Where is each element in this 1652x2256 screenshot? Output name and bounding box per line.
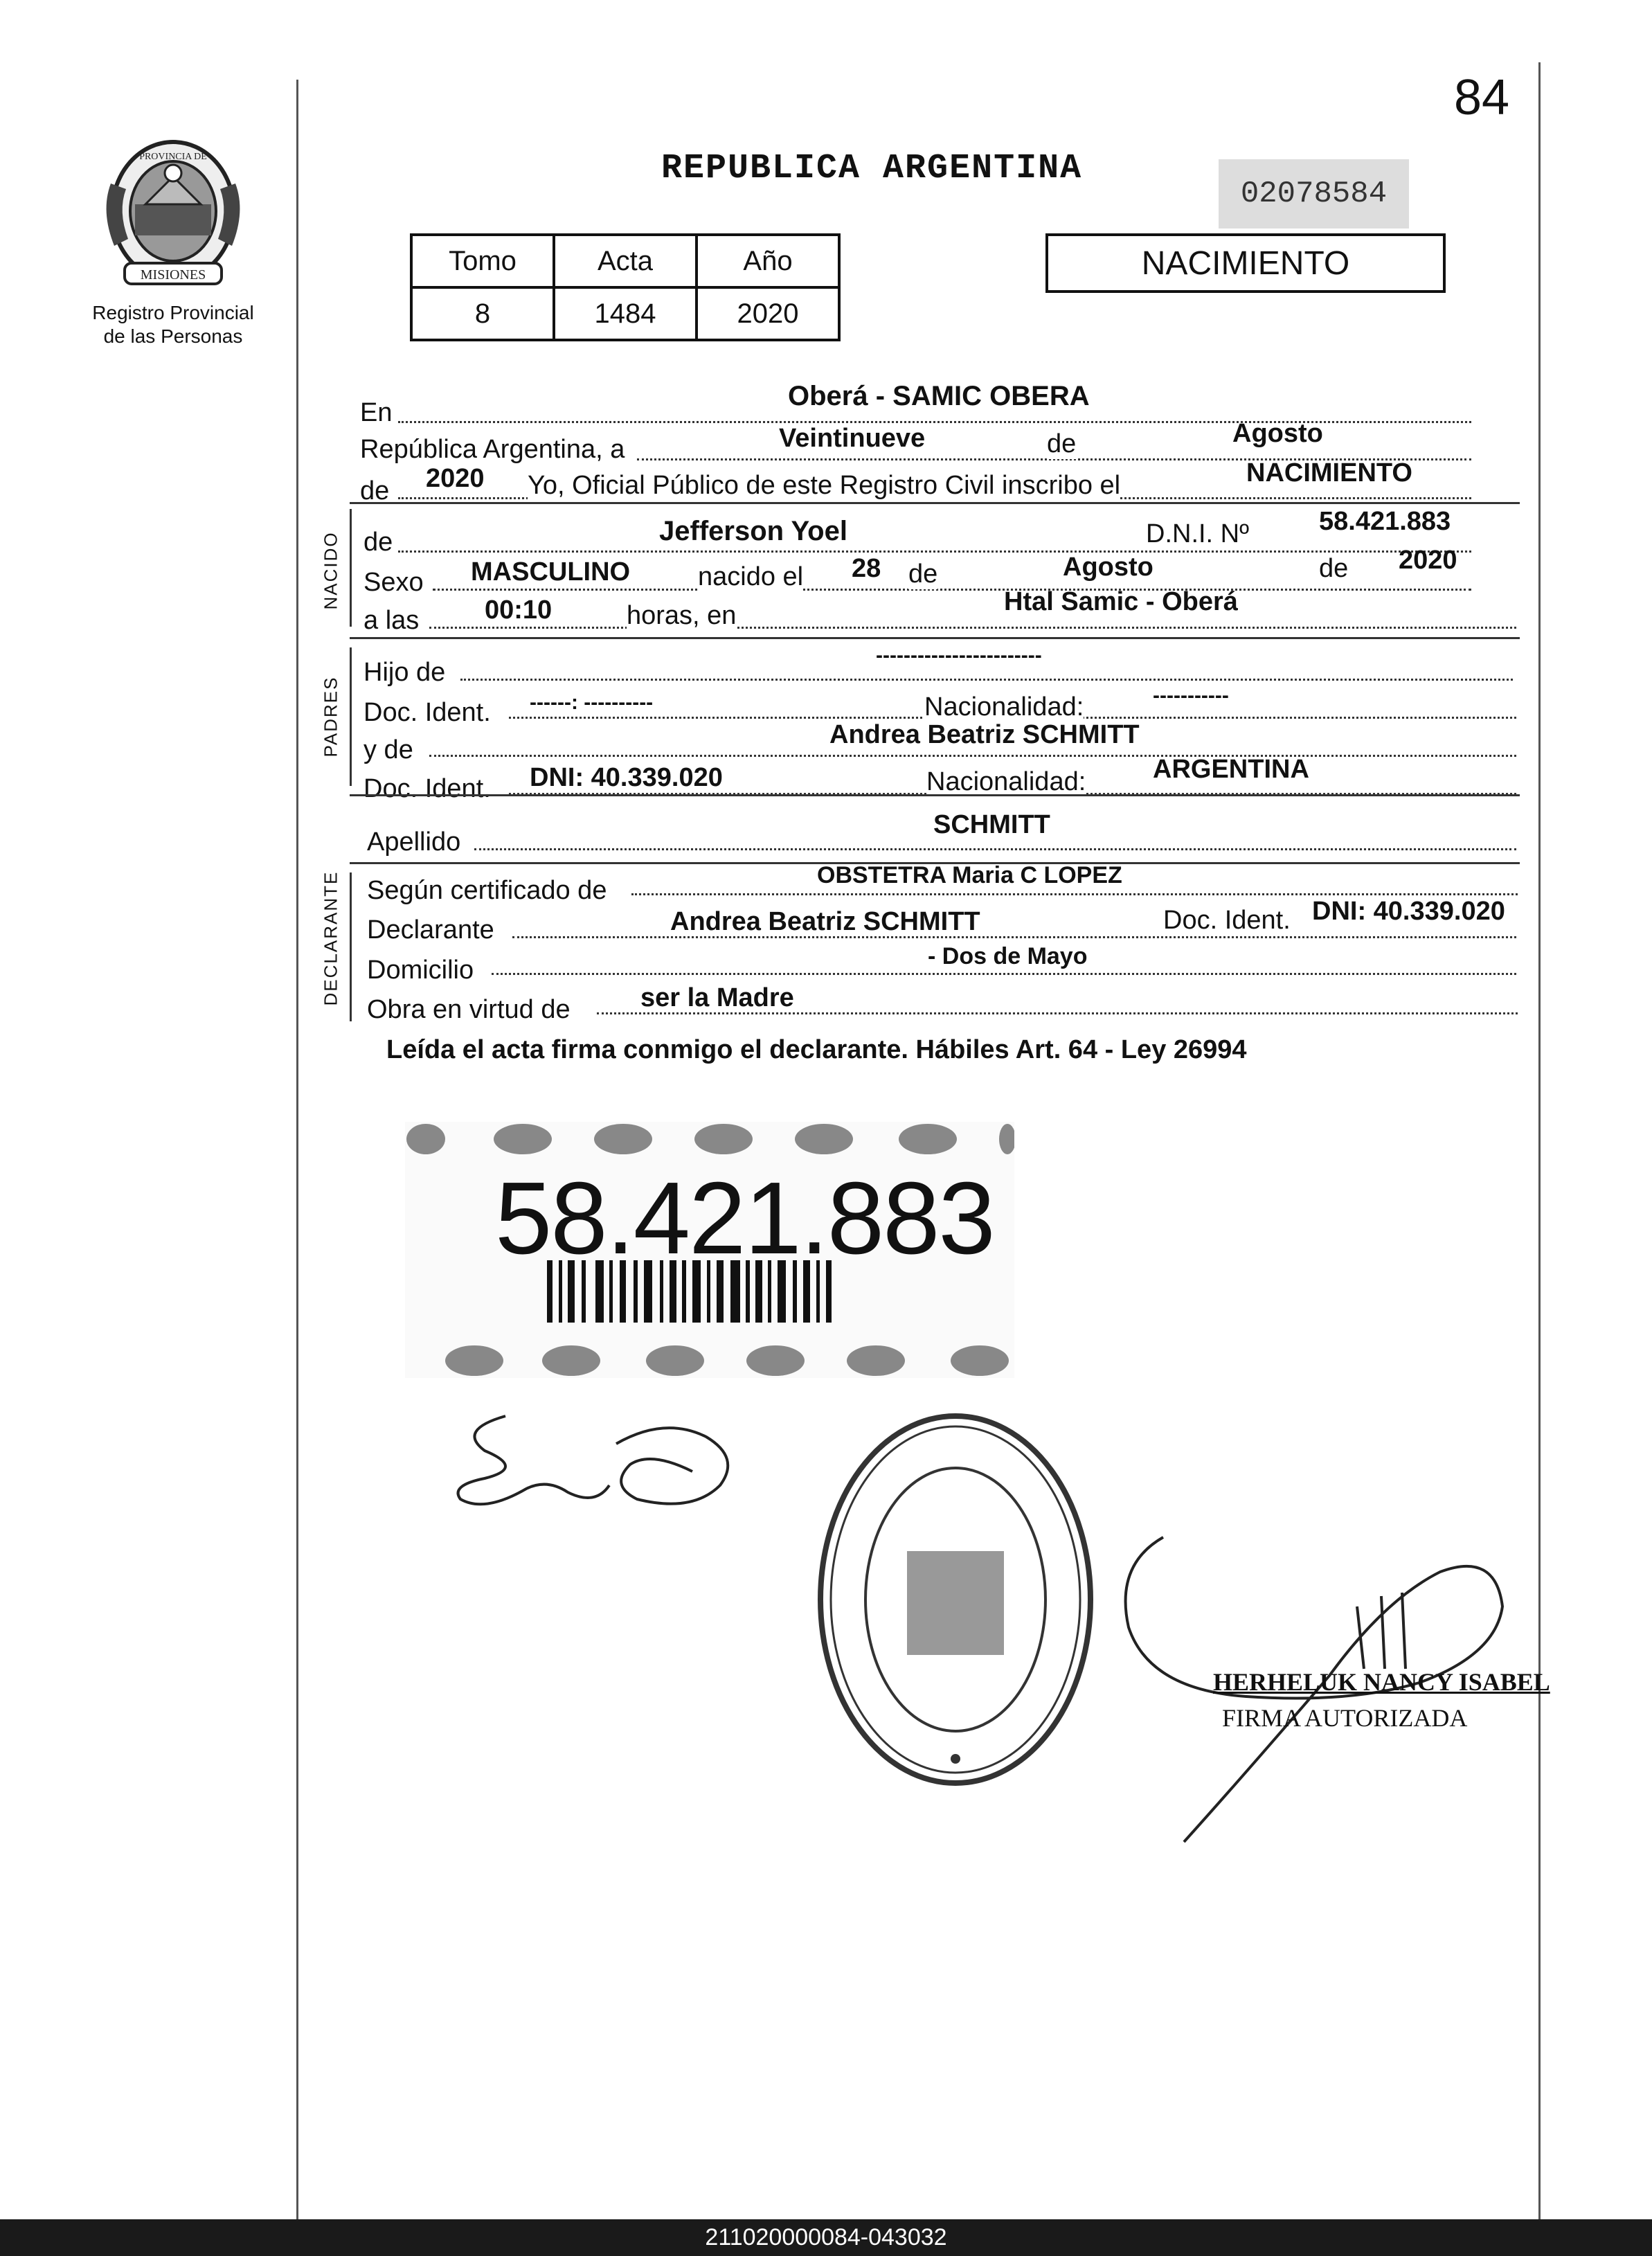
value-domicilio: - Dos de Mayo — [928, 943, 1088, 969]
registro-label — [69, 301, 277, 348]
dots — [460, 679, 1513, 681]
sticker-dni-number: 58.421.883 — [495, 1161, 994, 1275]
label-yo: Yo, Oficial Público de este Registro Civil inscribo el — [528, 471, 1121, 500]
separator — [350, 794, 1520, 796]
side-label-declarante: DECLARANTE — [320, 870, 341, 1006]
label-doc-ident-3: Doc. Ident. — [1163, 906, 1291, 935]
value-mes: Agosto — [1232, 419, 1323, 448]
value-tomo: 8 — [411, 287, 554, 340]
value-inscribe: NACIMIENTO — [1246, 458, 1412, 487]
value-doc-declarante: DNI: 40.339.020 — [1312, 897, 1505, 926]
separator — [350, 502, 1520, 504]
value-mes-nac: Agosto — [1063, 553, 1153, 582]
value-certificado: OBSTETRA Maria C LOPEZ — [817, 862, 1122, 888]
value-doc-madre: DNI: 40.339.020 — [530, 763, 723, 792]
table-row — [411, 287, 839, 340]
registro-line-2: de las Personas — [103, 325, 243, 347]
section-bar — [350, 509, 352, 627]
label-republica: República Argentina, a — [360, 435, 625, 464]
section-bar — [350, 872, 352, 1021]
label-obra: Obra en virtud de — [367, 995, 571, 1024]
declarant-signature-icon — [443, 1402, 748, 1520]
side-label-padres: PADRES — [320, 676, 341, 758]
label-en: En — [360, 398, 393, 427]
label-hijo-de: Hijo de — [363, 658, 446, 687]
value-obra: ser la Madre — [640, 983, 794, 1012]
value-doc-padre: ------: ---------- — [530, 691, 654, 714]
section-bar — [350, 647, 352, 786]
header-anio: Año — [697, 235, 839, 287]
value-acta: 1484 — [554, 287, 697, 340]
label-de-nombre: de — [363, 528, 393, 557]
value-hora: 00:10 — [485, 596, 553, 625]
dots — [474, 848, 1516, 850]
dots — [492, 973, 1516, 975]
label-de: de — [1047, 429, 1077, 458]
label-doc-ident-2: Doc. Ident. — [363, 774, 491, 803]
value-declarante: Andrea Beatriz SCHMITT — [670, 907, 980, 936]
value-nac-madre: ARGENTINA — [1153, 755, 1309, 784]
label-a-las: a las — [363, 606, 420, 635]
value-madre: Andrea Beatriz SCHMITT — [829, 720, 1140, 749]
value-dia-nac: 28 — [852, 554, 881, 583]
value-lugar-nac: Htal Samic - Oberá — [1004, 587, 1238, 616]
label-sexo: Sexo — [363, 568, 424, 597]
dots — [631, 893, 1518, 895]
page-number: 84 — [1454, 70, 1510, 125]
header-tomo: Tomo — [411, 235, 554, 287]
closing-statement: Leída el acta firma conmigo el declarante. Hábiles Art. 64 - Ley 26994 — [386, 1035, 1247, 1064]
side-label-nacido: NACIDO — [320, 531, 341, 610]
registry-seal-icon — [810, 1406, 1101, 1793]
official-name: HERHELUK NANCY ISABEL — [1213, 1668, 1550, 1696]
left-border — [296, 80, 298, 2219]
svg-text:PROVINCIA DE: PROVINCIA DE — [139, 152, 207, 162]
label-de-4: de — [1319, 554, 1349, 583]
label-segun: Según certificado de — [367, 876, 607, 905]
serial-number: 02078584 — [1219, 159, 1409, 229]
label-domicilio: Domicilio — [367, 956, 474, 985]
label-nacionalidad-2: Nacionalidad: — [926, 767, 1086, 796]
label-horas-en: horas, en — [627, 601, 737, 630]
tomo-acta-anio-table — [410, 233, 841, 341]
label-nacido-el: nacido el — [698, 562, 804, 591]
header-acta: Acta — [554, 235, 697, 287]
dots — [433, 589, 1471, 591]
right-border — [1538, 62, 1541, 2219]
footer-code: 211020000084-043032 — [0, 2219, 1652, 2256]
value-anio-nac: 2020 — [1399, 546, 1457, 575]
document-title: REPUBLICA ARGENTINA — [661, 149, 1083, 188]
official-role: FIRMA AUTORIZADA — [1222, 1704, 1468, 1732]
value-apellido: SCHMITT — [933, 810, 1050, 839]
dots — [398, 550, 1471, 553]
value-sexo: MASCULINO — [471, 557, 631, 587]
label-declarante: Declarante — [367, 915, 494, 945]
dots — [512, 936, 1516, 938]
value-nombre: Jefferson Yoel — [659, 516, 847, 546]
separator — [350, 637, 1520, 639]
misiones-coat-of-arms-icon — [97, 135, 249, 298]
label-doc-ident-1: Doc. Ident. — [363, 698, 491, 727]
label-de-2: de — [360, 476, 390, 505]
label-de-3: de — [908, 559, 938, 589]
value-padre: ------------------------ — [876, 644, 1042, 667]
value-lugar: Oberá - SAMIC OBERA — [788, 381, 1090, 411]
svg-text:MISIONES: MISIONES — [140, 267, 206, 283]
label-apellido: Apellido — [367, 827, 461, 857]
table-header-row — [411, 235, 839, 287]
value-anio: 2020 — [426, 464, 485, 493]
value-anio: 2020 — [697, 287, 839, 340]
label-nacionalidad-1: Nacionalidad: — [924, 692, 1084, 722]
label-y-de: y de — [363, 735, 413, 764]
dots — [429, 627, 1516, 629]
value-dia-letras: Veintinueve — [779, 424, 926, 453]
value-nac-padre: ----------- — [1153, 684, 1229, 707]
value-dni: 58.421.883 — [1319, 507, 1451, 536]
doc-type-box: NACIMIENTO — [1045, 233, 1446, 293]
dots — [429, 755, 1516, 757]
registro-line-1: Registro Provincial — [92, 302, 254, 323]
label-dni: D.N.I. Nº — [1146, 519, 1249, 548]
